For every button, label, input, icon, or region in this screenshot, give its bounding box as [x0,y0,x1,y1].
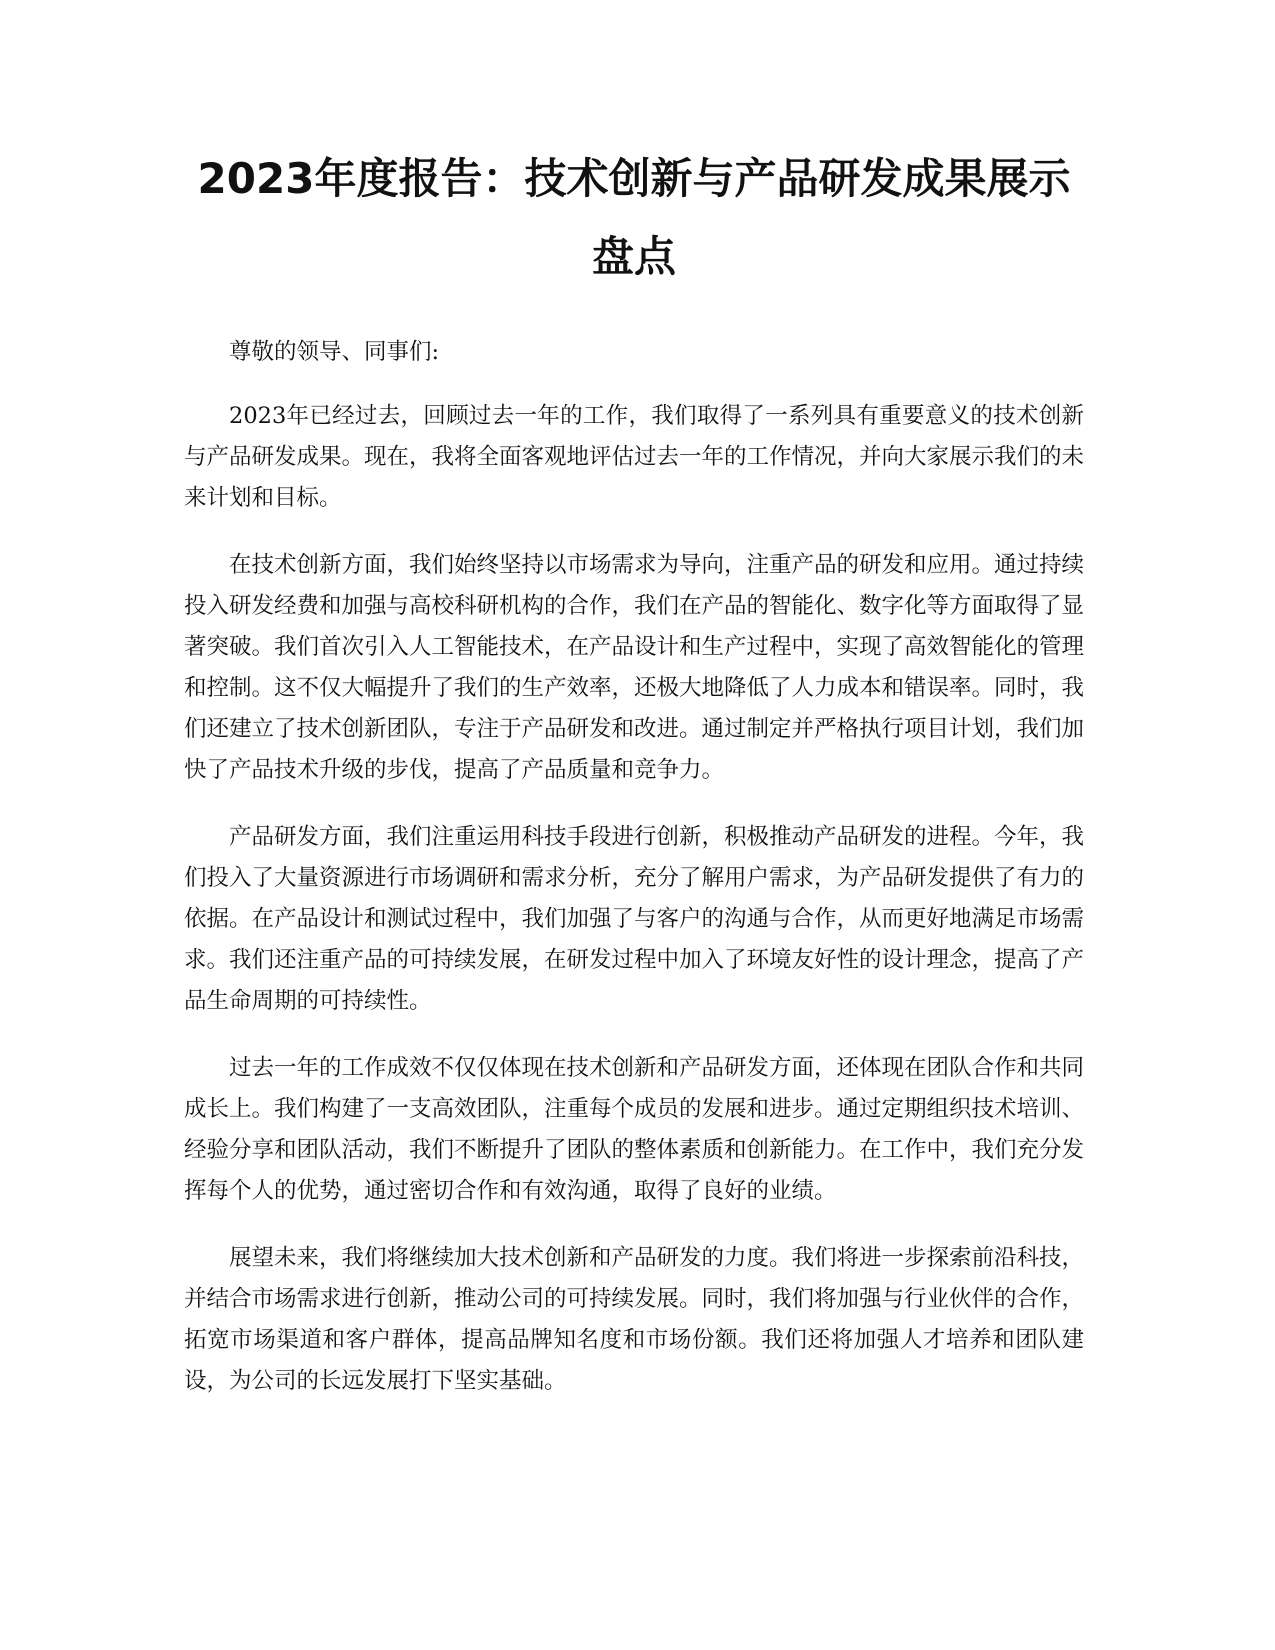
paragraph-tech-innovation: 在技术创新方面，我们始终坚持以市场需求为导向，注重产品的研发和应用。通过持续投入研发经费和加强与高校科研机构的合作，我们在产品的智能化、数字化等方面取得了显著突破。我们首次引入人工智能技术，在产品设计和生产过程中，实现了高效智能化的管理和控制。这不仅大幅提升了我们的生产效率，还极大地降低了人力成本和错误率。同时，我们还建立了技术创新团队，专注于产品研发和改进。通过制定并严格执行项目计划，我们加快了产品技术升级的步伐，提高了产品质量和竞争力。 [184,552,1085,783]
document-body [184,332,1084,1402]
document-title: 2023年度报告：技术创新与产品研发成果展示盘点 [197,154,1071,281]
paragraph-outlook: 展望未来，我们将继续加大技术创新和产品研发的力度。我们将进一步探索前沿科技，并结合市场需求进行创新，推动公司的可持续发展。同时，我们将加强与行业伙伴的合作，拓宽市场渠道和客户群体，提高品牌知名度和市场份额。我们还将加强人才培养和团队建设，为公司的长远发展打下坚实基础。 [184,1245,1085,1394]
paragraph-intro: 2023年已经过去，回顾过去一年的工作，我们取得了一系列具有重要意义的技术创新与产品研发成果。现在，我将全面客观地评估过去一年的工作情况，并向大家展示我们的未来计划和目标。 [184,403,1085,511]
paragraph-teamwork: 过去一年的工作成效不仅仅体现在技术创新和产品研发方面，还体现在团队合作和共同成长上。我们构建了一支高效团队，注重每个成员的发展和进步。通过定期组织技术培训、经验分享和团队活动，我们不断提升了团队的整体素质和创新能力。在工作中，我们充分发挥每个人的优势，通过密切合作和有效沟通，取得了良好的业绩。 [184,1055,1085,1204]
paragraph-product-rd: 产品研发方面，我们注重运用科技手段进行创新，积极推动产品研发的进程。今年，我们投入了大量资源进行市场调研和需求分析，充分了解用户需求，为产品研发提供了有力的依据。在产品设计和测试过程中，我们加强了与客户的沟通与合作，从而更好地满足市场需求。我们还注重产品的可持续发展，在研发过程中加入了环境友好性的设计理念，提高了产品生命周期的可持续性。 [184,824,1085,1014]
greeting-line: 尊敬的领导、同事们: [229,339,440,365]
document-page [184,140,1084,1428]
